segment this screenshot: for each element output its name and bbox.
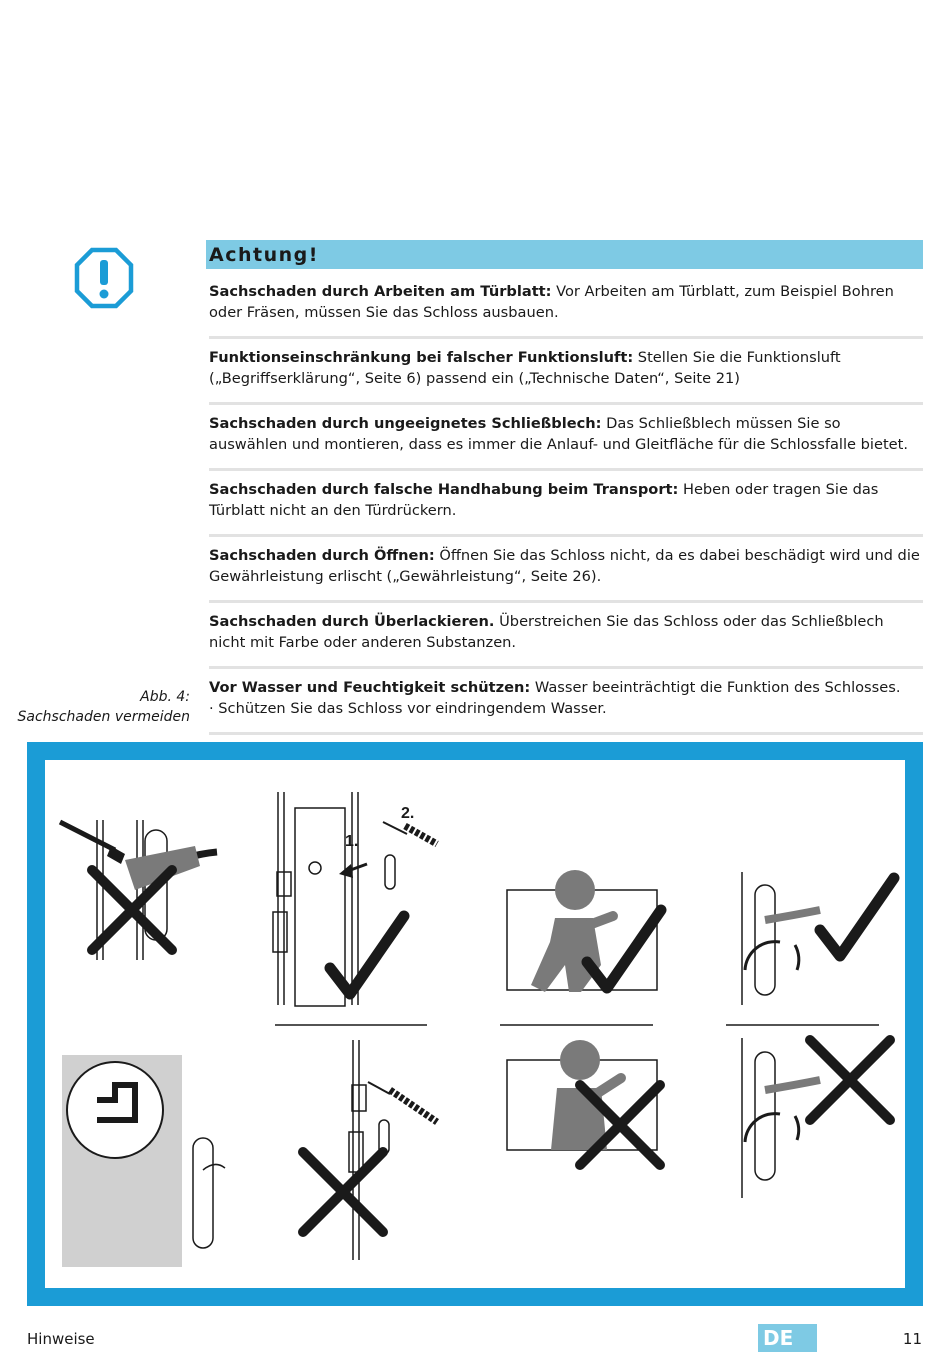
cross-mark xyxy=(303,1152,383,1232)
language-badge: DE xyxy=(758,1324,817,1352)
check-mark xyxy=(330,916,404,994)
caption-number: Abb. 4: xyxy=(140,689,190,705)
check-mark xyxy=(820,878,894,956)
handle-turn-correct-illustration xyxy=(726,872,879,1025)
note-text: Überstreichen Sie das Schloss oder das Schließblech nicht mit Farbe oder anderen Substanzen. xyxy=(209,613,884,651)
cross-mark xyxy=(810,1040,890,1120)
strike-plate-illustration xyxy=(62,1055,225,1267)
step-one-label: 1. xyxy=(345,833,359,850)
note-oeffnen xyxy=(209,546,923,603)
note-wasser xyxy=(209,678,923,735)
note-title: Sachschaden durch falsche Handhabung beim Transport: xyxy=(209,481,679,498)
caption-title: Sachschaden vermeiden xyxy=(17,709,190,725)
note-text: Das Schließblech müssen Sie so auswählen und montieren, dass es immer die Anlauf- und Gleitfläche für die Schlossfalle bietet. xyxy=(209,415,909,453)
note-bullet: · Schützen Sie das Schloss vor eindringendem Wasser. xyxy=(209,699,607,717)
note-title: Funktionseinschränkung bei falscher Funktionsluft: xyxy=(209,349,634,366)
page-number: 11 xyxy=(902,1330,922,1348)
note-text: Stellen Sie die Funktionsluft („Begriffserklärung“, Seite 6) passend ein („Technische Daten“, Seite 21) xyxy=(209,349,841,387)
note-title: Sachschaden durch Öffnen: xyxy=(209,547,435,564)
note-title: Vor Wasser und Feuchtigkeit schützen: xyxy=(209,679,531,696)
drilling-illustration xyxy=(349,1040,437,1260)
figure-panel xyxy=(45,760,905,1288)
note-tuerblatt xyxy=(209,282,923,339)
figure-frame xyxy=(27,742,923,1306)
warning-notes xyxy=(209,282,923,744)
note-transport xyxy=(209,480,923,537)
figure-caption xyxy=(10,687,190,727)
note-text: Wasser beeinträchtigt die Funktion des Schlosses. xyxy=(530,679,901,696)
note-text: Heben oder tragen Sie das Türblatt nicht an den Türdrückern. xyxy=(209,481,879,519)
note-title: Sachschaden durch Überlackieren. xyxy=(209,613,495,630)
note-title: Sachschaden durch Arbeiten am Türblatt: xyxy=(209,283,552,300)
footer-section: Hinweise xyxy=(27,1330,95,1348)
note-schliessblech xyxy=(209,414,923,471)
note-ueberlackieren xyxy=(209,612,923,669)
painting-illustration xyxy=(60,820,217,960)
damage-illustrations xyxy=(45,760,905,1288)
note-title: Sachschaden durch ungeeignetes Schließblech: xyxy=(209,415,602,432)
note-text: Öffnen Sie das Schloss nicht, da es dabei beschädigt wird und die Gewährleistung erlischt („Gewährleistung“, Seite 26). xyxy=(209,547,920,585)
step-two-label: 2. xyxy=(401,805,415,822)
warning-heading: Achtung! xyxy=(209,244,319,266)
cross-mark xyxy=(92,870,172,950)
note-text: Vor Arbeiten am Türblatt, zum Beispiel Bohren oder Fräsen, müssen Sie das Schloss ausbauen. xyxy=(209,283,894,321)
warning-heading-bar xyxy=(206,240,923,269)
note-funktionsluft xyxy=(209,348,923,405)
warning-octagon-icon xyxy=(74,247,134,309)
